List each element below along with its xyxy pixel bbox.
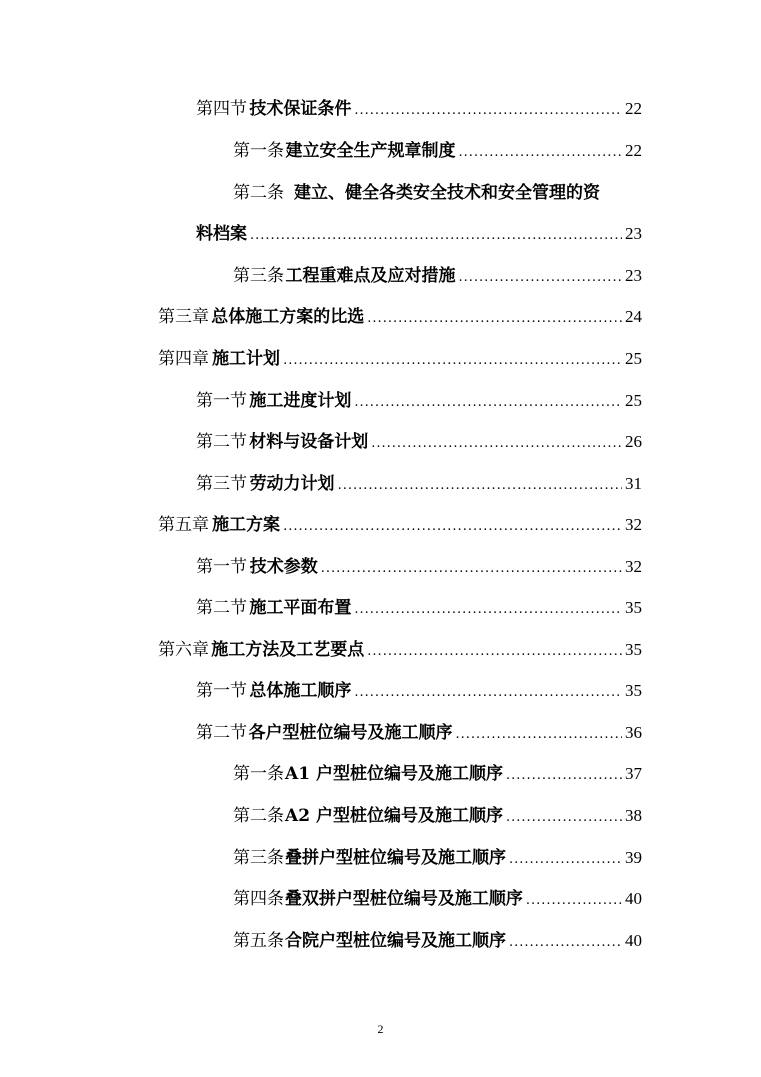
toc-entry[interactable] — [158, 635, 642, 665]
toc-title: 料档案 — [196, 224, 247, 244]
toc-page: 22 — [625, 99, 642, 118]
toc-page: 32 — [625, 557, 642, 576]
toc-page: 25 — [625, 391, 642, 410]
toc-title: 总体施工顺序 — [249, 681, 352, 701]
toc-entry[interactable] — [196, 469, 642, 499]
toc-leader — [371, 429, 622, 459]
toc-leader — [367, 637, 622, 667]
toc-title: 施工进度计划 — [249, 391, 352, 411]
toc-title: 合院户型桩位编号及施工顺序 — [285, 931, 507, 951]
toc-leader — [506, 803, 622, 833]
toc-page: 39 — [625, 848, 642, 867]
toc-entry[interactable] — [233, 926, 642, 956]
toc-leader — [283, 512, 622, 542]
toc-entry[interactable] — [196, 427, 642, 457]
toc-page: 26 — [625, 432, 642, 451]
toc-page: 32 — [625, 515, 642, 534]
toc-title: 技术保证条件 — [249, 99, 352, 119]
toc-entry-wrapped[interactable] — [233, 178, 600, 208]
toc-number: 第五条 — [233, 931, 284, 951]
toc-entry[interactable] — [233, 843, 642, 873]
toc-number: 第六章 — [158, 640, 209, 660]
toc-title: 施工方案 — [212, 515, 281, 535]
toc-page: 23 — [625, 266, 642, 285]
toc-number: 第五章 — [158, 515, 209, 535]
toc-title: 施工方法及工艺要点 — [211, 640, 365, 660]
toc-number: 第二条 — [233, 806, 284, 826]
toc-number: 第三条 — [233, 848, 284, 868]
toc-number: 第二节 — [196, 432, 247, 452]
toc-page: 22 — [625, 141, 642, 160]
toc-title: A2 户型桩位编号及施工顺序 — [285, 806, 503, 826]
toc-page: 40 — [625, 931, 642, 950]
toc-page: 38 — [625, 806, 642, 825]
toc-number: 第三章 — [158, 307, 209, 327]
toc-title: 技术参数 — [249, 557, 318, 577]
toc-leader — [456, 720, 623, 750]
toc-title: 叠拼户型桩位编号及施工顺序 — [285, 848, 507, 868]
toc-number: 第二节 — [196, 598, 247, 618]
toc-leader — [250, 221, 622, 251]
toc-entry[interactable] — [233, 136, 642, 166]
toc-number: 第四条 — [233, 889, 284, 909]
toc-entry[interactable] — [196, 386, 642, 416]
toc-number: 第三条 — [233, 266, 284, 286]
toc-title: 总体施工方案的比选 — [211, 307, 365, 327]
toc-leader — [506, 761, 622, 791]
toc-page: 40 — [624, 889, 642, 908]
toc-page: 36 — [625, 723, 642, 742]
toc-entry[interactable] — [158, 344, 642, 374]
toc-leader — [367, 304, 622, 334]
toc-entry[interactable] — [233, 759, 642, 789]
toc-page: 35 — [625, 640, 642, 659]
toc-title: 工程重难点及应对措施 — [285, 266, 456, 286]
toc-leader — [354, 96, 622, 126]
toc-leader — [458, 138, 622, 168]
toc-title: 施工计划 — [212, 349, 281, 369]
toc-number: 第一条 — [233, 141, 284, 161]
toc-entry-continuation[interactable] — [196, 219, 642, 249]
toc-leader — [526, 886, 622, 916]
toc-page: 25 — [625, 349, 642, 368]
toc-title: A1 户型桩位编号及施工顺序 — [285, 764, 503, 784]
toc-leader — [338, 471, 622, 501]
toc-leader — [509, 845, 622, 875]
toc-title: 建立安全生产规章制度 — [285, 141, 456, 161]
toc-leader — [354, 678, 622, 708]
toc-number: 第四节 — [196, 99, 247, 119]
toc-title: 劳动力计划 — [249, 474, 335, 494]
toc-page: 35 — [625, 598, 642, 617]
toc-leader — [321, 554, 622, 584]
toc-leader — [458, 263, 622, 293]
toc-page: 24 — [625, 307, 642, 326]
toc-title: 叠双拼户型桩位编号及施工顺序 — [284, 889, 523, 909]
toc-entry[interactable] — [196, 552, 642, 582]
toc-number: 第一节 — [196, 681, 247, 701]
toc-entry[interactable] — [196, 676, 642, 706]
toc-leader — [354, 388, 622, 418]
toc-page: 37 — [625, 764, 642, 783]
toc-title: 建立、健全各类安全技术和安全管理的资 — [294, 183, 600, 203]
toc-number: 第二节 — [196, 723, 247, 743]
toc-leader — [283, 346, 622, 376]
toc-page: 35 — [625, 681, 642, 700]
toc-number: 第一条 — [233, 764, 284, 784]
toc-leader — [509, 928, 622, 958]
toc-entry[interactable] — [233, 261, 642, 291]
toc-entry[interactable] — [196, 94, 642, 124]
toc-number: 第二条 — [233, 183, 284, 203]
toc-leader — [354, 595, 622, 625]
toc-number: 第一节 — [196, 391, 247, 411]
toc-entry[interactable] — [158, 302, 642, 332]
toc-number: 第一节 — [196, 557, 247, 577]
toc-entry[interactable] — [233, 884, 642, 914]
toc-title: 各户型桩位编号及施工顺序 — [248, 723, 453, 743]
toc-page: 31 — [625, 474, 642, 493]
toc-number: 第四章 — [158, 349, 209, 369]
toc-entry[interactable] — [233, 801, 642, 831]
toc-title: 施工平面布置 — [249, 598, 352, 618]
toc-entry[interactable] — [196, 593, 642, 623]
toc-title: 材料与设备计划 — [249, 432, 369, 452]
toc-entry[interactable] — [196, 718, 642, 748]
page-number: 2 — [377, 1022, 384, 1036]
toc-number: 第三节 — [196, 474, 247, 494]
toc-page: 23 — [625, 224, 642, 243]
toc-entry[interactable] — [158, 510, 642, 540]
